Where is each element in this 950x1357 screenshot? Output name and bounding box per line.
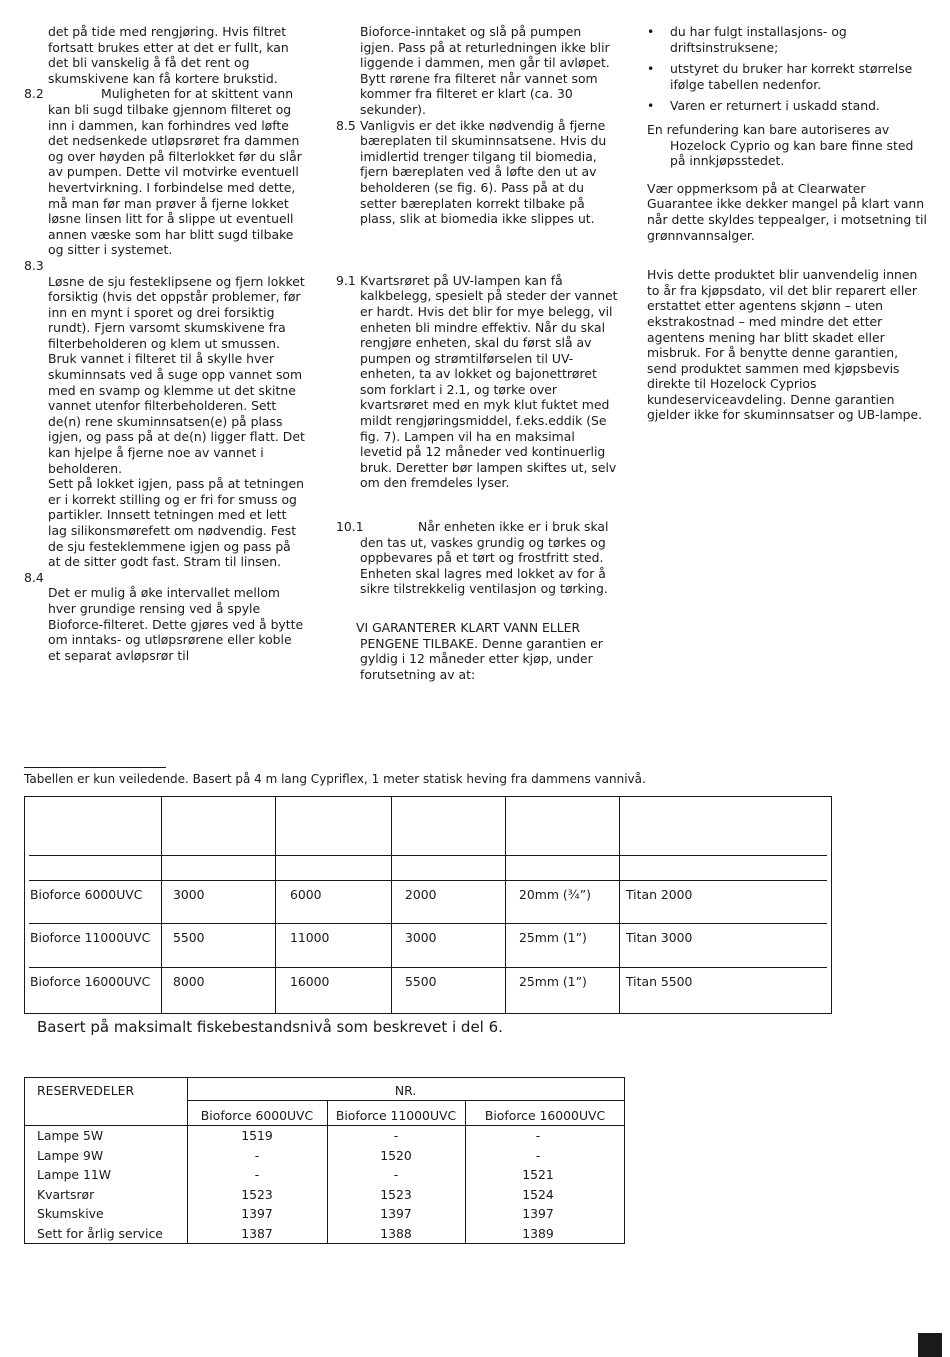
table-rule [29, 855, 827, 856]
part-number: - [393, 1167, 399, 1182]
table-rule [25, 1125, 624, 1126]
list-item: • du har fulgt installasjons- og driftsinstruksene; [647, 24, 847, 55]
section-8-5: 8.5 Vanligvis er det ikke nødvendig å fjerne bæreplaten til skuminnsatsene. Hvis du imidlertid trenger tilgang til biomedia, fjern bæreplaten ved å løfte den ut av beholderen (se fig. 6). Pass på at du setter bæreplaten korrekt tilbake på plass, slik at biomedia ikke slippes ut. [336, 117, 607, 227]
bullet-icon: • [647, 98, 655, 114]
section-8-2: 8.2 Muligheten for at skittent vann kan bli sugd tilbake gjennom filteret og inn i dammen, kan forhindres ved løfte det nedsenkede utløpsrøret fra dammen og over høyden på filterlokket før du slår av pumpen. Dette vil motvirke eventuell hevertvirkning. I forbindelse med dette, må man før man prøver å fjerne lokket løsne linsen litt for å slippe ut eventuell annen væske som har blitt sugd tilbake og sitter i systemet. [24, 86, 302, 258]
bullet-icon: • [647, 61, 655, 77]
spare-parts-table [24, 1077, 625, 1244]
model-header: Bioforce 11000UVC [335, 1108, 457, 1123]
part-number: 1397 [241, 1206, 273, 1221]
nr-label: NR. [394, 1083, 417, 1098]
model-header: Bioforce 16000UVC [484, 1108, 606, 1123]
part-number: 1521 [522, 1167, 554, 1182]
table-cell: 16000 [290, 974, 330, 989]
sizing-table [24, 796, 832, 1014]
table-rule [187, 1100, 624, 1101]
part-name: Lampe 11W [37, 1167, 112, 1182]
part-number: 1387 [241, 1225, 273, 1241]
bullet-icon: • [647, 24, 655, 39]
table-divider [505, 797, 506, 1013]
clearwater-note: Vær oppmerksom på at Clearwater Guarantee ikke dekker mangel på klart vann når dette skyldes teppealger, i motsetning til grønnvannsalger. [647, 180, 927, 243]
table-cell: Bioforce 11000UVC [30, 930, 151, 945]
section-10-1: 10.1 Når enheten ikke er i bruk skal den tas ut, vaskes grundig og tørkes og oppbevares på et tørt og frostfritt sted. Enheten skal lagres med lokket av for å sikre tilstrekkelig ventilasjon og tørking. [336, 519, 609, 597]
table-cell: Titan 5500 [626, 974, 693, 989]
table-cell: Titan 3000 [626, 930, 693, 945]
table-cell: Bioforce 6000UVC [30, 887, 143, 902]
part-name: Sett for årlig service [37, 1225, 163, 1241]
table-cell: 8000 [173, 974, 205, 989]
table-cell: 5500 [405, 974, 437, 989]
table-cell: Bioforce 16000UVC [30, 974, 151, 989]
table-cell: 11000 [290, 930, 330, 945]
table-cell: 20mm (¾”) [519, 887, 591, 902]
part-number: 1524 [522, 1186, 554, 1202]
part-number: 1523 [241, 1186, 273, 1202]
table-cell: 25mm (1”) [519, 930, 587, 945]
section-number: 8.2 [24, 86, 44, 102]
part-number: 1520 [380, 1147, 412, 1163]
parts-title: RESERVEDELER [37, 1083, 135, 1098]
section-number: 9.1 [336, 272, 356, 288]
table-divider [391, 797, 392, 1013]
part-number: - [254, 1147, 260, 1163]
part-number: 1388 [380, 1225, 412, 1241]
list-item: • Varen er returnert i uskadd stand. [647, 98, 880, 114]
table-cell: 3000 [173, 887, 205, 902]
section-9-1: 9.1 Kvartsrøret på UV-lampen kan få kalkbelegg, spesielt på steder der vannet er hardt. Hvis det blir for mye belegg, vil enheten bli mindre effektiv. Når du skal rengjøre enheten, skal du først slå av pumpen og strømtilførselen til UV-enheten, ta av lokket og bajonettrøret som forklart i 2.1, og tørke over kvartsrøret med en myk klut fuktet med mildt rengjøringsmiddel, f.eks.eddik (Se fig. 7). Lampen vil ha en maksimal levetid på 12 måneder ved kontinuerlig bruk. Deretter bør lampen skiftes ut, selv om den fremdeles lyser. [336, 272, 618, 491]
fish-stock-note: Basert på maksimalt fiskebestandsnivå som beskrevet i del 6. [37, 1018, 503, 1036]
text-column-1 [24, 24, 306, 663]
table-rule [29, 967, 827, 968]
part-number: - [535, 1128, 541, 1143]
table-cell: Titan 2000 [626, 887, 693, 902]
part-name: Lampe 5W [37, 1128, 104, 1143]
page-corner-mark [918, 1333, 942, 1357]
text-column-2 [336, 24, 618, 682]
model-header: Bioforce 6000UVC [200, 1108, 314, 1123]
part-number: 1397 [522, 1206, 554, 1221]
part-number: 1519 [241, 1128, 273, 1143]
section-number: 8.3 [24, 257, 44, 273]
section-8-3: 8.3 Løsne de sju festeklipsene og fjern lokket forsiktig (hvis det oppstår problemer, før inn en mynt i sporet og drei forsiktig rundt). Fjern varsomt skumskivene fra filterbeholderen og klem ut smussen. Bruk vannet i filteret til å skylle hver skuminnsats ved å suge opp vannet som med en svamp og klemme ut det skitne vannet utenfor filterbeholderen. Sett de(n) rene skuminnsatsen(e) på plass igjen, og pass på at de(n) ligger flatt. Det kan hjelpe å fjerne noe av vannet i beholderen. Sett på lokket igjen, pass på at tetningen er i korrekt stilling og er fri for smuss og partikler. Innsett tetningen med et lett lag silikonsmørefett om nødvendig. Fest de sju festeklemmene igjen og pass på at de sitter godt fast. Stram til linsen. [24, 257, 305, 570]
table-divider [619, 797, 620, 1013]
section-8-4-continued: Bioforce-inntaket og slå på pumpen igjen. Pass på at returledningen ikke blir liggende i dammen, men går til avløpet. Bytt rørene fra filteret når vannet som kommer fra filteret er klart (ca. 30 sekunder). [360, 24, 610, 117]
warranty-paragraph: Hvis dette produktet blir uanvendelig innen to år fra kjøpsdato, vil det blir reparert eller erstattet etter agentens skjønn – uten ekstrakostnad – med mindre det etter agentens mening har blitt skadet eller misbruk. For å benytte denne garantien, send produktet sammen med kjøpsbevis direkte til Hozelock Cyprios kundeserviceavdeling. Denne garantien gjelder ikke for skuminnsatser og UB-lampe. [647, 267, 923, 423]
list-item: • utstyret du bruker har korrekt størrelse ifølge tabellen nedenfor. [647, 61, 913, 92]
part-number: - [535, 1147, 541, 1163]
section-8-4: 8.4 Det er mulig å øke intervallet mellom hver grundige rensing ved å spyle Bioforce-filteret. Dette gjøres ved å bytte om inntaks- og utløpsrørene eller koble et separat avløpsrør til [24, 569, 304, 663]
part-name: Skumskive [37, 1206, 104, 1221]
table-divider [275, 797, 276, 1013]
table-divider [161, 797, 162, 1013]
text-column-3 [647, 24, 929, 435]
part-name: Kvartsrør [37, 1186, 95, 1202]
table-rule [29, 923, 827, 924]
guarantee-conditions [647, 24, 929, 114]
part-number: - [393, 1128, 399, 1143]
part-name: Lampe 9W [37, 1147, 104, 1163]
part-number: 1523 [380, 1186, 412, 1202]
table-cell: 25mm (1”) [519, 974, 587, 989]
table-cell: 2000 [405, 887, 437, 902]
refund-paragraph: En refundering kan bare autoriseres av Hozelock Cyprio og kan bare finne sted på innkjøpsstedet. [647, 121, 914, 169]
section-number: 8.5 [336, 117, 356, 133]
footnote: Tabellen er kun veiledende. Basert på 4 m lang Cypriflex, 1 meter statisk heving fra dammens vannivå. [24, 772, 646, 786]
guarantee-paragraph: VI GARANTERER KLART VANN ELLER PENGENE TILBAKE. Denne garantien er gyldig i 12 måneder etter kjøp, under forutsetning av at: [356, 620, 603, 682]
section-number: 8.4 [24, 569, 44, 585]
part-number: 1397 [380, 1206, 412, 1221]
section-8-1-continued: det på tide med rengjøring. Hvis filtret fortsatt brukes etter at det er fullt, kan det bli vanskelig å få det rent og skumskivene kan få kortere brukstid. [48, 24, 289, 86]
table-cell: 6000 [290, 887, 322, 902]
table-cell: 5500 [173, 930, 205, 945]
table-rule [29, 880, 827, 881]
footnote-rule [24, 767, 166, 768]
table-cell: 3000 [405, 930, 437, 945]
section-number: 10.1 [336, 519, 364, 535]
part-number: - [254, 1167, 260, 1182]
part-number: 1389 [522, 1225, 554, 1241]
